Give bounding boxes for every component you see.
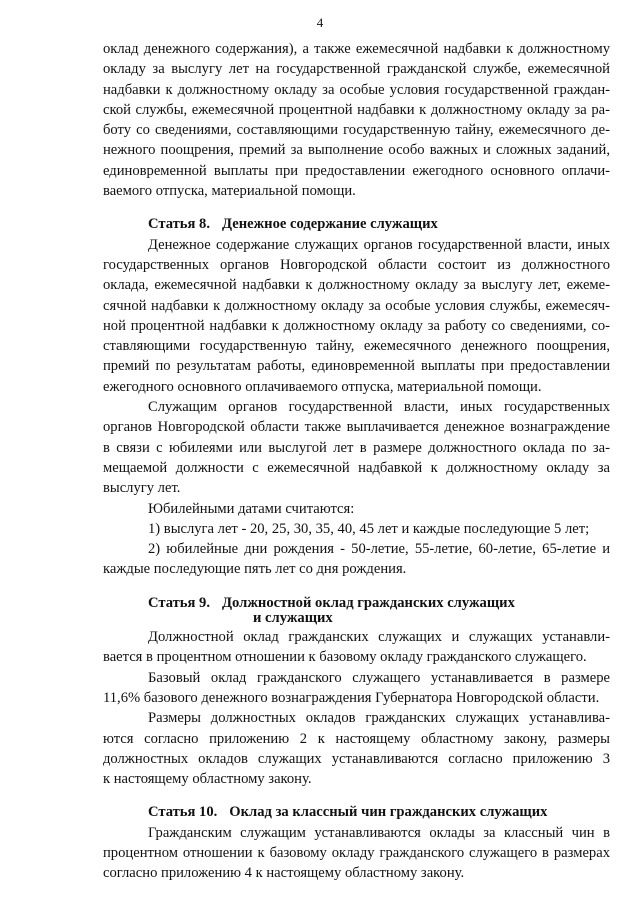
article-heading — [103, 593, 610, 613]
text-line: к настоящему областному закону. — [103, 771, 312, 788]
paragraph — [103, 519, 610, 539]
text-line: оклада, ежемесячной надбавки к должностному окладу за выслугу лет, ежеме- — [103, 277, 610, 294]
paragraph — [103, 39, 610, 201]
text-line: 2) юбилейные дни рождения - 50-летие, 55-летие, 60-летие, 65-летие и — [148, 541, 610, 558]
text-line: в связи с юбилеями или выслугой лет в размере должностного оклада по за- — [103, 439, 610, 456]
text-line: сячной надбавки к должностному окладу за особые условия службы, ежемесяч- — [103, 297, 610, 314]
text-line: органов Новгородской области также выплачивается денежное вознаграждение — [103, 419, 610, 436]
text-line: 11,6% базового денежного вознаграждения Губернатора Новгородской области. — [103, 689, 600, 706]
text-line: ежегодного основного оплачиваемого отпуска, материальной помощи. — [103, 378, 542, 395]
text-line: процентном отношении к базовому окладу гражданского служащего в размерах — [103, 844, 610, 861]
article-number: Статья 8. — [148, 216, 210, 233]
text-line: премий по результатам работы, единовременной выплаты при предоставлении — [103, 358, 610, 375]
article-heading — [103, 802, 610, 822]
article-number: Статья 10. — [148, 804, 218, 821]
text-line: ставляющими государственную тайну, ежемесячного денежного поощрения, — [103, 338, 610, 355]
article-title: Денежное содержание служащих — [222, 216, 438, 233]
paragraph — [103, 397, 610, 498]
text-line: должностных окладов служащих устанавливаются согласно приложению 3 — [103, 750, 610, 767]
text-line: боту со сведениями, составляющими государственную тайну, ежемесячного де- — [103, 122, 610, 139]
article-heading — [103, 214, 610, 234]
paragraph — [103, 627, 610, 668]
paragraph — [103, 499, 610, 519]
text-line: единовременной выплаты при предоставлении ежегодного основного оплачи- — [103, 162, 610, 179]
article-title-continuation: и служащих — [253, 610, 333, 627]
text-line: окладу за выслугу лет на государственной гражданской службе, ежемесячной — [103, 61, 610, 78]
text-line: Должностной оклад гражданских служащих и служащих устанавли- — [148, 629, 610, 646]
text-line: ной процентной надбавки к должностному окладу за работу со сведениями, со- — [103, 317, 610, 334]
text-line: нежного поощрения, премий за выполнение особо важных и сложных заданий, — [103, 142, 610, 159]
paragraph — [103, 823, 610, 884]
text-line: 1) выслуга лет - 20, 25, 30, 35, 40, 45 лет и каждые последующие 5 лет; — [148, 520, 590, 537]
text-line: ваемого отпуска, материальной помощи. — [103, 183, 356, 200]
text-line: вается в процентном отношении к базовому окладу гражданского служащего. — [103, 649, 587, 666]
text-line: государственных органов Новгородской области состоит из должностного — [103, 256, 610, 273]
text-line: каждые последующие пять лет со дня рождения. — [103, 561, 407, 578]
paragraph — [103, 708, 610, 789]
text-line: Служащим органов государственной власти, иных государственных — [148, 399, 610, 416]
document-body — [103, 39, 610, 884]
text-line: Юбилейными датами считаются: — [148, 500, 355, 517]
spacer — [103, 789, 610, 797]
text-line: Денежное содержание служащих органов государственной власти, иных — [148, 236, 610, 253]
paragraph — [103, 539, 610, 580]
spacer — [103, 201, 610, 209]
article-number: Статья 9. — [148, 594, 210, 611]
text-line: выслугу лет. — [103, 480, 181, 497]
text-line: Размеры должностных окладов гражданских служащих устанавлива- — [148, 710, 610, 727]
text-line: Гражданским служащим устанавливаются оклады за классный чин в — [148, 824, 610, 841]
paragraph — [103, 235, 610, 397]
text-line: Базовый оклад гражданского служащего устанавливается в размере — [148, 669, 610, 686]
page-number: 4 — [316, 15, 324, 30]
text-line: ются согласно приложению 2 к настоящему областному закону, размеры — [103, 730, 610, 747]
paragraph — [103, 668, 610, 709]
text-line: согласно приложению 4 к настоящему областному закону. — [103, 865, 465, 882]
spacer — [103, 580, 610, 588]
text-line: мещаемой должности с ежемесячной надбавкой к должностному окладу за — [103, 459, 610, 476]
text-line: ской службы, ежемесячной процентной надбавки к должностному окладу за ра- — [103, 101, 610, 118]
article-title: Оклад за классный чин гражданских служащих — [229, 804, 548, 821]
article-title: Должностной оклад гражданских служащих — [222, 594, 515, 611]
text-line: надбавки к должностному окладу за особые условия государственной граждан- — [103, 81, 610, 98]
text-line: оклад денежного содержания), а также ежемесячной надбавки к должностному — [103, 41, 610, 57]
